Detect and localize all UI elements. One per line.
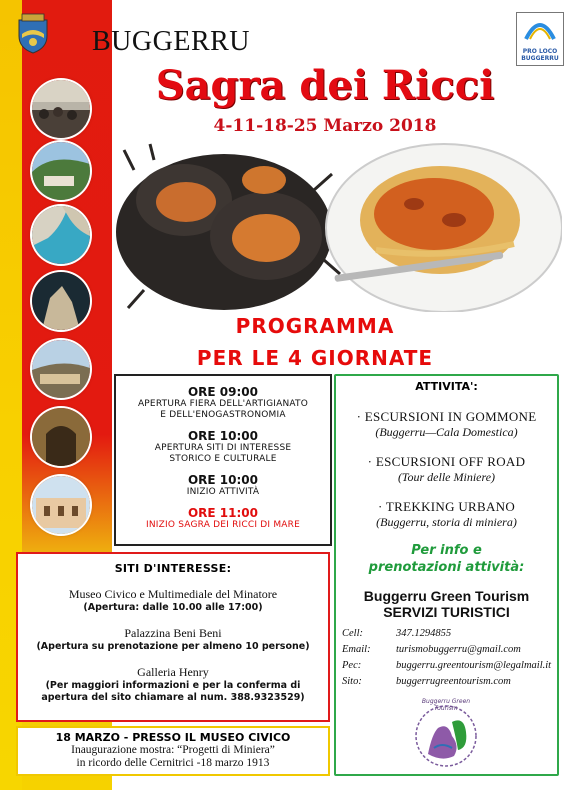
exhibition-box	[16, 726, 330, 776]
proloco-logo	[516, 12, 564, 66]
town-crest-icon	[16, 12, 50, 54]
proloco-line-2: BUGGERRU	[521, 55, 559, 62]
sites-heading: SITI D'INTERESSE:	[114, 562, 232, 575]
agency-subtitle: SERVIZI TURISTICI	[383, 604, 510, 620]
photo-sea-cliff	[32, 206, 90, 264]
site-name: Museo Civico e Multimediale del Minatore	[68, 587, 278, 601]
photo-coastal-village	[32, 142, 90, 200]
contact-row-email	[342, 644, 521, 655]
programma-heading: PROGRAMMA	[235, 314, 395, 338]
schedule-time: ORE 11:00	[187, 506, 258, 520]
contact-value: buggerru.greentourism@legalmail.it	[396, 660, 552, 671]
site-note: (Apertura: dalle 10.00 alle 17:00)	[83, 602, 263, 613]
schedule-desc: INIZIO SAGRA DEI RICCI DI MARE	[146, 520, 300, 530]
schedule-time: ORE 10:00	[187, 473, 258, 487]
green-tourism-logo-text: Buggerru Green Tourism	[421, 698, 471, 712]
proloco-line-1: PRO LOCO	[522, 48, 558, 55]
schedule-desc: INIZIO ATTIVITÀ	[186, 487, 260, 497]
schedule-time: ORE 10:00	[187, 429, 258, 443]
sites-box	[16, 552, 330, 722]
food-illustration	[114, 140, 562, 312]
event-dates: 4-11-18-25 Marzo 2018	[213, 116, 437, 136]
schedule-time: ORE 09:00	[187, 385, 258, 399]
activity-subtitle: (Buggerru, storia di miniera)	[376, 515, 517, 529]
contact-label: Cell:	[342, 628, 363, 639]
photo-mining-buildings	[32, 340, 90, 398]
exhibition-line: in ricordo delle Cernitrici -18 marzo 1913	[76, 757, 270, 769]
contact-value: 347.1294855	[396, 628, 452, 639]
info-heading-line-1: Per info e	[411, 543, 482, 558]
info-heading-line-2: prenotazioni attività:	[368, 560, 525, 575]
contact-value: buggerrugreentourism.com	[396, 676, 511, 687]
exhibition-heading: 18 MARZO - PRESSO IL MUSEO CIVICO	[55, 731, 291, 744]
site-note: (Apertura su prenotazione per almeno 10 persone)	[36, 641, 310, 652]
photo-rock-stack	[32, 272, 90, 330]
activity-item: · ESCURSIONI IN GOMMONE	[356, 409, 537, 424]
programma-subheading: PER LE 4 GIORNATE	[196, 346, 434, 370]
site-name: Galleria Henry	[137, 665, 209, 679]
site-note: (Per maggiori informazioni e per la conferma di	[45, 680, 301, 691]
event-title: Sagra dei Ricci	[155, 62, 495, 109]
contact-label: Sito:	[342, 676, 362, 687]
contact-label: Pec:	[342, 660, 362, 671]
contact-row-cell	[342, 628, 451, 639]
town-name: BUGGERRU	[92, 26, 251, 57]
schedule-desc: APERTURA SITI DI INTERESSE	[154, 443, 292, 453]
photo-mine-tunnel	[32, 408, 90, 466]
schedule-desc: APERTURA FIERA DELL'ARTIGIANATO	[137, 399, 309, 409]
activity-item: · TREKKING URBANO	[377, 499, 516, 514]
contact-label: Email:	[342, 644, 371, 655]
schedule-desc: E DELL'ENOGASTRONOMIA	[160, 410, 286, 420]
activities-heading: ATTIVITA':	[415, 380, 478, 393]
site-name: Palazzina Beni Beni	[124, 626, 222, 640]
exhibition-line: Inaugurazione mostra: “Progetti di Miniera”	[71, 744, 275, 756]
contact-value: turismobuggerru@gmail.com	[396, 644, 521, 655]
agency-name: Buggerru Green Tourism	[363, 588, 530, 604]
activity-subtitle: (Buggerru—Cala Domestica)	[375, 425, 518, 439]
photo-historic-building	[32, 476, 90, 534]
activities-box	[334, 374, 559, 776]
site-note: apertura del sito chiamare al num. 388.9323529)	[41, 692, 305, 703]
contact-row-site	[342, 676, 511, 687]
activity-subtitle: (Tour delle Miniere)	[397, 470, 496, 484]
info-heading	[336, 542, 557, 576]
schedule-box	[114, 374, 332, 546]
arch-logo-icon	[518, 13, 562, 43]
spaghetti-plate-image	[326, 144, 562, 312]
activity-item: · ESCURSIONI OFF ROAD	[367, 454, 526, 469]
photo-crowd	[32, 80, 90, 138]
schedule-desc: STORICO E CULTURALE	[169, 454, 277, 464]
contact-row-pec	[342, 660, 551, 671]
